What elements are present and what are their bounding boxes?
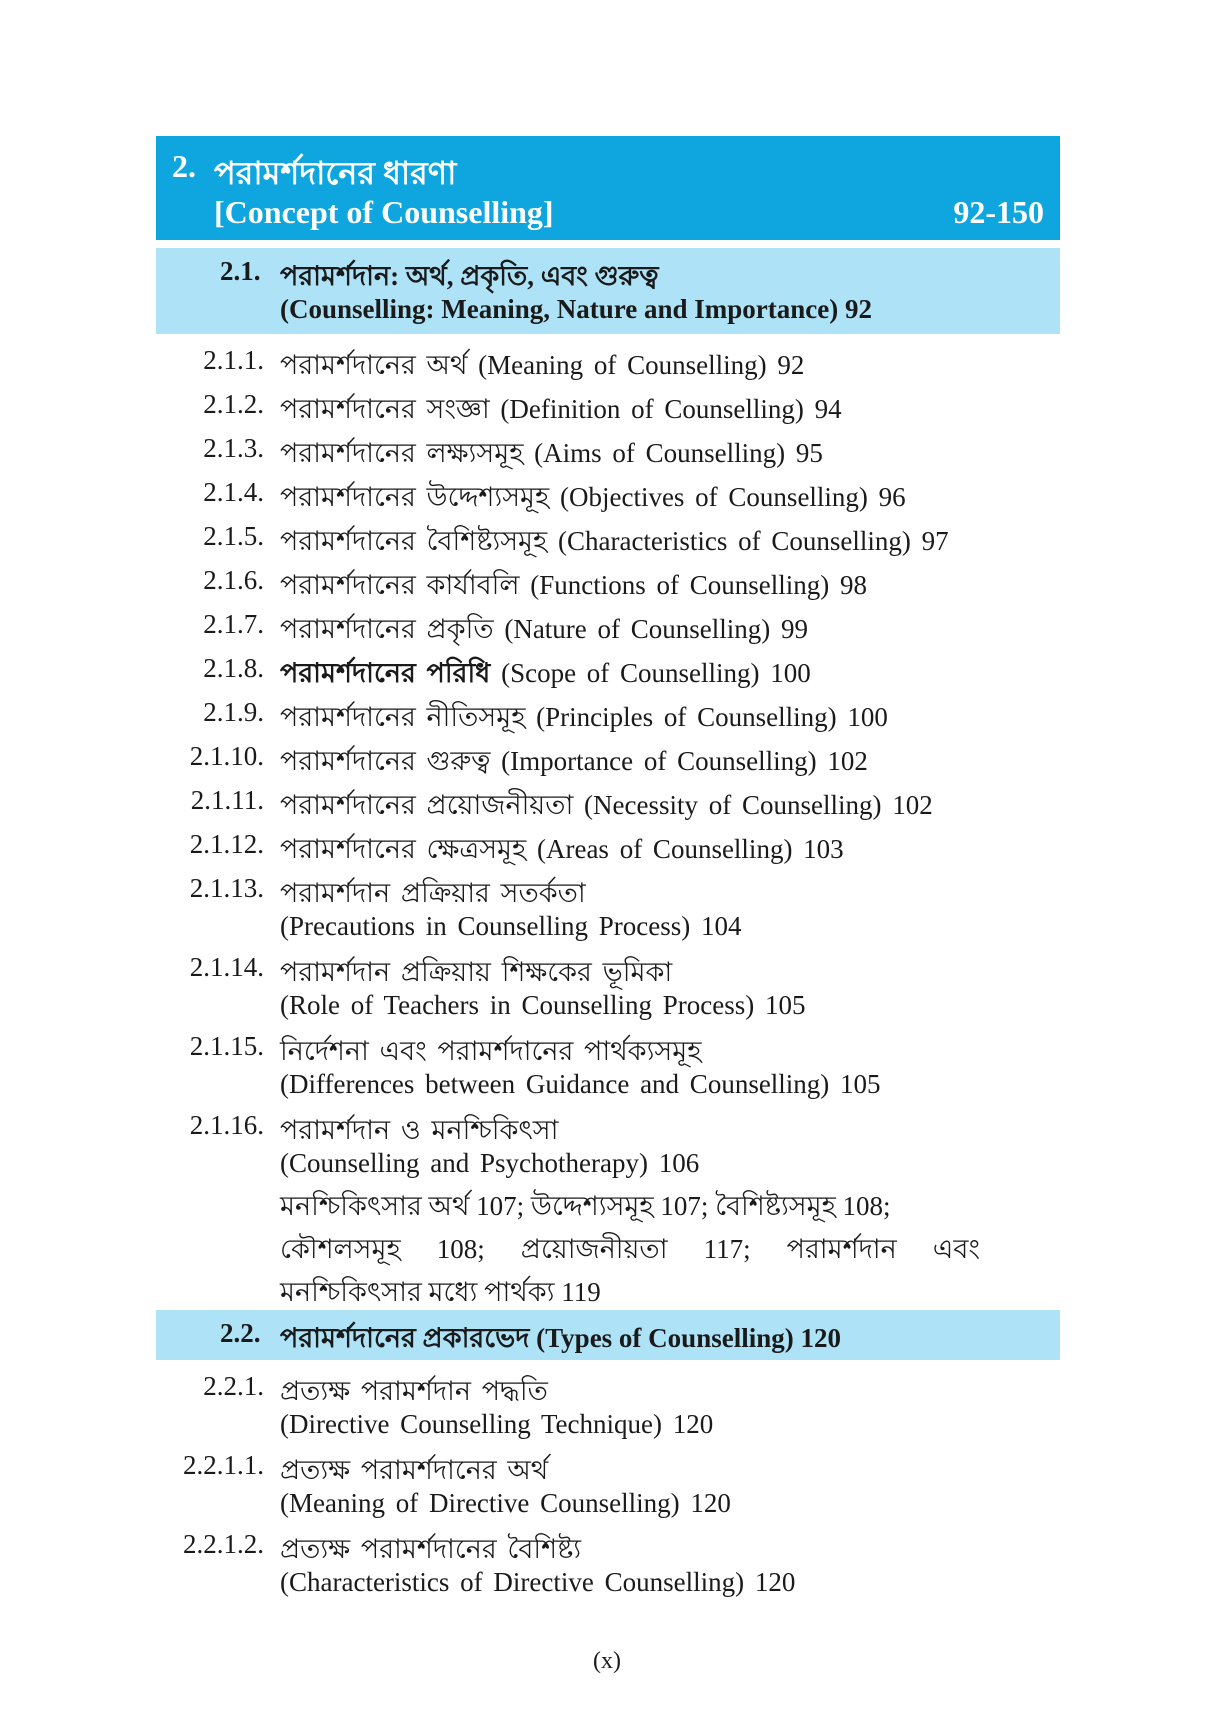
section-number: 2.1.: [220, 256, 261, 286]
entry-title-en: (Differences between Guidance and Counselling) 105: [280, 1069, 881, 1099]
entry-title: পরামর্শদানের সংজ্ঞা (Definition of Counselling) 94: [280, 394, 842, 424]
entry-title-en: (Counselling and Psychotherapy) 106: [280, 1148, 700, 1178]
chapter-header: [156, 136, 1060, 240]
entry-number: 2.1.2.: [203, 389, 264, 419]
entry-title: পরামর্শদানের ক্ষেত্রসমূহ (Areas of Counselling) 103: [280, 834, 844, 864]
entry-title-en: (Precautions in Counselling Process) 104: [280, 911, 742, 941]
entry-number: 2.1.4.: [203, 477, 264, 507]
chapter-pages: 92-150: [953, 194, 1044, 230]
entry-title: পরামর্শদানের উদ্দেশ্যসমূহ (Objectives of Counselling) 96: [280, 482, 906, 512]
chapter-title-en: [Concept of Counselling]: [214, 194, 554, 230]
subtopic-word: 117;: [703, 1234, 751, 1264]
subtopics-line-1: মনশ্চিকিৎসার অর্থ 107; উদ্দেশ্যসমূহ 107; বৈশিষ্ট্যসমূহ 108;: [280, 1191, 891, 1221]
entry-number: 2.2.1.1.: [183, 1450, 264, 1480]
entry-number: 2.1.13.: [189, 873, 264, 903]
entry-number: 2.1.1.: [203, 345, 264, 375]
section-heading-2-2: [156, 1310, 1060, 1360]
entry-title-en: (Directive Counselling Technique) 120: [280, 1409, 714, 1439]
entry-title: পরামর্শদানের নীতিসমূহ (Principles of Counselling) 100: [280, 702, 888, 732]
entry-number: 2.2.1.: [203, 1371, 264, 1401]
entry-title-en: (Role of Teachers in Counselling Process) 105: [280, 990, 806, 1020]
subtopic-word: কৌশলসমূহ: [280, 1234, 401, 1264]
entry-title-bold: পরামর্শদানের পরিধি: [280, 658, 491, 688]
entry-number: 2.1.10.: [189, 741, 264, 771]
subtopics-line-3: মনশ্চিকিৎসার মধ্যে পার্থক্য 119: [280, 1277, 601, 1307]
entry-title-bn: প্রত্যক্ষ পরামর্শদান পদ্ধতি: [280, 1376, 548, 1406]
entry-title: পরামর্শদানের কার্যাবলি (Functions of Counselling) 98: [280, 570, 868, 600]
entry-number: 2.1.14.: [189, 952, 264, 982]
subtopic-word: প্রয়োজনীয়তা: [520, 1234, 668, 1264]
entry-title: পরামর্শদানের প্রয়োজনীয়তা (Necessity of Counselling) 102: [280, 790, 933, 820]
entry-number: 2.1.15.: [189, 1031, 264, 1061]
entry-title-bn: পরামর্শদান প্রক্রিয়ার সতর্কতা: [280, 878, 586, 908]
section-title-bn: পরামর্শদান: অর্থ, প্রকৃতি, এবং গুরুত্ব: [280, 261, 659, 291]
subtopic-word: পরামর্শদান: [786, 1234, 897, 1264]
subtopics-line-2: [280, 1228, 980, 1271]
entry-number: 2.1.3.: [203, 433, 264, 463]
entry-number: 2.1.7.: [203, 609, 264, 639]
entry-number: 2.2.1.2.: [183, 1529, 264, 1559]
entry-number: 2.1.11.: [190, 785, 264, 815]
entry-title-bn: প্রত্যক্ষ পরামর্শদানের বৈশিষ্ট্য: [280, 1534, 582, 1564]
chapter-title-bn: পরামর্শদানের ধারণা: [214, 155, 457, 191]
subtopics-paragraph: [280, 1185, 980, 1314]
section-title-en: (Counselling: Meaning, Nature and Importance) 92: [280, 294, 873, 324]
entry-title: পরামর্শদানের বৈশিষ্ট্যসমূহ (Characteristics of Counselling) 97: [280, 526, 949, 556]
page-number: (x): [593, 1648, 621, 1674]
section-number: 2.2.: [220, 1318, 261, 1348]
entry-title-en: (Characteristics of Directive Counselling) 120: [280, 1567, 796, 1597]
chapter-number: 2.: [172, 148, 196, 184]
entry-number: 2.1.6.: [203, 565, 264, 595]
entry-number: 2.1.16.: [189, 1110, 264, 1140]
subtopic-word: এবং: [932, 1234, 980, 1264]
entry-title: পরামর্শদানের গুরুত্ব (Importance of Counselling) 102: [280, 746, 868, 776]
entry-title: (Scope of Counselling) 100: [490, 658, 811, 688]
section-title: পরামর্শদানের প্রকারভেদ (Types of Counselling) 120: [280, 1323, 841, 1353]
section-heading-2-1: [156, 248, 1060, 334]
entry-title-bn: প্রত্যক্ষ পরামর্শদানের অর্থ: [280, 1455, 549, 1485]
entry-title-bn: পরামর্শদান প্রক্রিয়ায় শিক্ষকের ভূমিকা: [280, 957, 673, 987]
entry-number: 2.1.5.: [203, 521, 264, 551]
entry-title: পরামর্শদানের অর্থ (Meaning of Counselling) 92: [280, 350, 805, 380]
entry-number: 2.1.12.: [189, 829, 264, 859]
subtopic-word: 108;: [436, 1234, 485, 1264]
entry-title: পরামর্শদানের প্রকৃতি (Nature of Counselling) 99: [280, 614, 809, 644]
entry-number: 2.1.9.: [203, 697, 264, 727]
entry-title-bn: নির্দেশনা এবং পরামর্শদানের পার্থক্যসমূহ: [280, 1036, 702, 1066]
entry-title: পরামর্শদানের লক্ষ্যসমূহ (Aims of Counselling) 95: [280, 438, 823, 468]
entry-number: 2.1.8.: [203, 653, 264, 683]
entry-title-bn: পরামর্শদান ও মনশ্চিকিৎসা: [280, 1115, 559, 1145]
entry-title-en: (Meaning of Directive Counselling) 120: [280, 1488, 731, 1518]
